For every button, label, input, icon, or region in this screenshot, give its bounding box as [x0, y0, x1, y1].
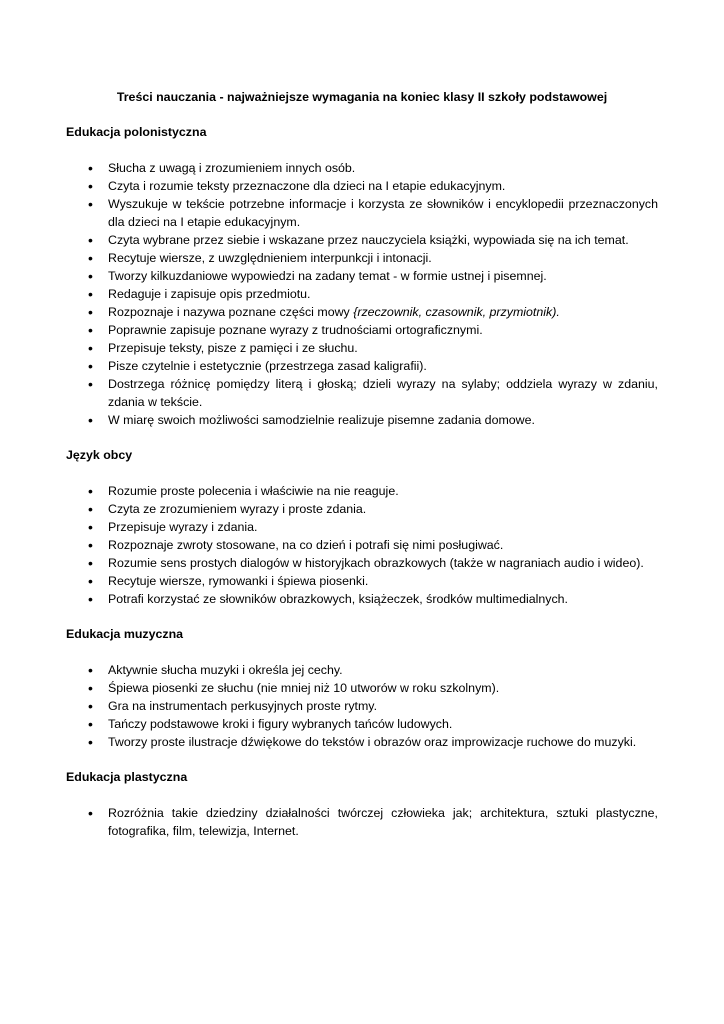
document-title: Treści nauczania - najważniejsze wymagania na koniec klasy II szkoły podstawowej [116, 90, 608, 104]
section-heading-polish: Edukacja polonistyczna [66, 125, 207, 139]
list-item: • Gra na instrumentach perkusyjnych proste rytmy. [66, 697, 658, 715]
list-item: • Aktywnie słucha muzyki i określa jej cechy. [66, 661, 658, 679]
parts-of-speech-text: Rozpoznaje i nazywa poznane części mowy [108, 305, 354, 319]
list-item [66, 303, 658, 321]
list-item: • Rozróżnia takie dziedziny działalności twórczej człowieka jak; architektura, sztuki plastyczne, fotografika, film, telewizja, Internet. [66, 804, 658, 840]
list-item: • Recytuje wiersze, rymowanki i śpiewa piosenki. [66, 572, 658, 590]
music-requirements-list [66, 661, 658, 751]
list-item: • Czyta ze zrozumieniem wyrazy i proste zdania. [66, 500, 658, 518]
art-requirements-list [66, 804, 658, 840]
list-item: • Słucha z uwagą i zrozumieniem innych osób. [66, 159, 658, 177]
list-item: • Czyta i rozumie teksty przeznaczone dla dzieci na I etapie edukacyjnym. [66, 177, 658, 195]
list-item: • Poprawnie zapisuje poznane wyrazy z trudnościami ortograficznymi. [66, 321, 658, 339]
list-item: • Tańczy podstawowe kroki i figury wybranych tańców ludowych. [66, 715, 658, 733]
list-item: • Śpiewa piosenki ze słuchu (nie mniej niż 10 utworów w roku szkolnym). [66, 679, 658, 697]
list-item: • Potrafi korzystać ze słowników obrazkowych, książeczek, środków multimedialnych. [66, 590, 658, 608]
list-item: • Pisze czytelnie i estetycznie (przestrzega zasad kaligrafii). [66, 357, 658, 375]
list-item: • Dostrzega różnicę pomiędzy literą i głoską; dzieli wyrazy na sylaby; oddziela wyrazy w zdaniu, zdania w tekście. [66, 375, 658, 411]
list-item: • Rozpoznaje zwroty stosowane, na co dzień i potrafi się nimi posługiwać. [66, 536, 658, 554]
list-item: • Przepisuje wyrazy i zdania. [66, 518, 658, 536]
list-item: • Redaguje i zapisuje opis przedmiotu. [66, 285, 658, 303]
list-item: • Recytuje wiersze, z uwzględnieniem interpunkcji i intonacji. [66, 249, 658, 267]
list-item: • Tworzy proste ilustracje dźwiękowe do tekstów i obrazów oraz improwizacje ruchowe do muzyki. [66, 733, 658, 751]
list-item: • Tworzy kilkuzdaniowe wypowiedzi na zadany temat - w formie ustnej i pisemnej. [66, 267, 658, 285]
list-item: • W miarę swoich możliwości samodzielnie realizuje pisemne zadania domowe. [66, 411, 658, 429]
foreign-language-requirements-list [66, 482, 658, 608]
list-item: • Rozumie proste polecenia i właściwie na nie reaguje. [66, 482, 658, 500]
polish-requirements-list [66, 159, 658, 429]
section-heading-music: Edukacja muzyczna [66, 627, 184, 641]
list-item: • Wyszukuje w tekście potrzebne informacje i korzysta ze słowników i encyklopedii przeznaczonych dla dzieci na I etapie edukacyjnym. [66, 195, 658, 231]
section-heading-art: Edukacja plastyczna [66, 770, 188, 784]
list-item: • Przepisuje teksty, pisze z pamięci i ze słuchu. [66, 339, 658, 357]
list-item: • Czyta wybrane przez siebie i wskazane przez nauczyciela książki, wypowiada się na ich temat. [66, 231, 658, 249]
list-item: • Rozumie sens prostych dialogów w historyjkach obrazkowych (także w nagraniach audio i wideo). [66, 554, 658, 572]
section-heading-foreign-language: Język obcy [66, 448, 133, 462]
parts-of-speech-italic: {rzeczownik, czasownik, przymiotnik). [353, 305, 560, 319]
